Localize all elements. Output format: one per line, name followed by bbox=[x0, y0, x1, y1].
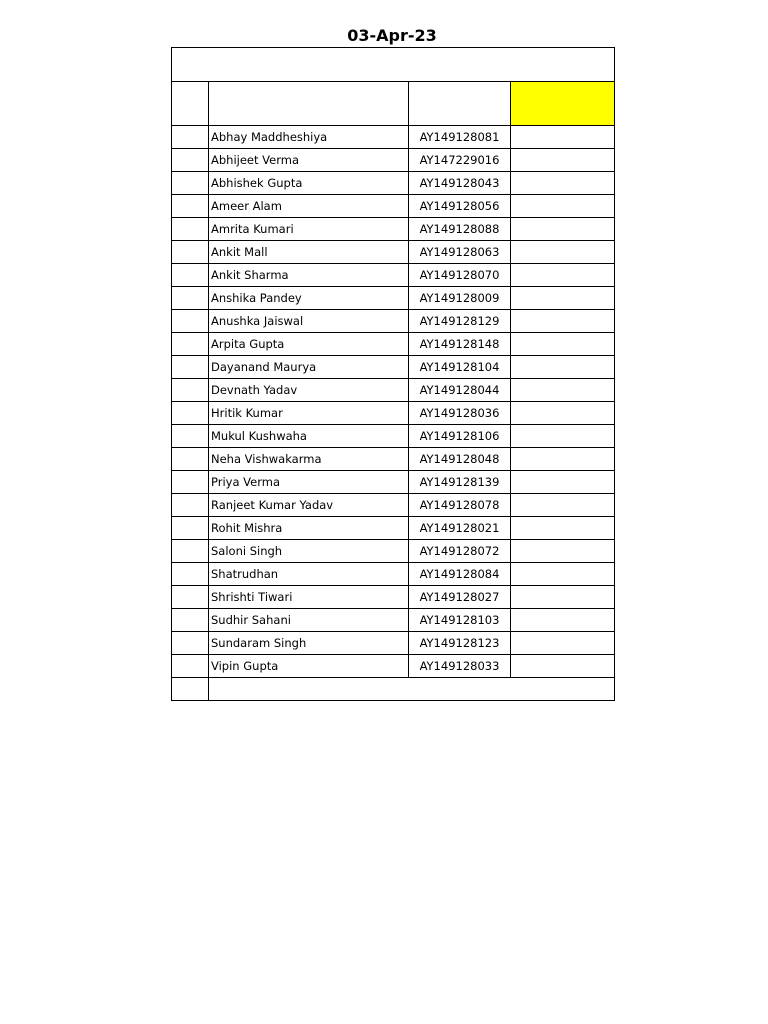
student-name-cell[interactable]: Ranjeet Kumar Yadav bbox=[209, 494, 409, 517]
student-name-cell[interactable]: Ankit Mall bbox=[209, 241, 409, 264]
student-name-cell[interactable]: Ameer Alam bbox=[209, 195, 409, 218]
table-row bbox=[172, 356, 615, 379]
sno-cell[interactable] bbox=[172, 655, 209, 678]
roll-number-cell[interactable]: AY149128123 bbox=[409, 632, 511, 655]
student-name-cell[interactable]: Saloni Singh bbox=[209, 540, 409, 563]
roll-number-cell[interactable]: AY149128056 bbox=[409, 195, 511, 218]
highlighted-header-cell[interactable] bbox=[511, 82, 615, 126]
table-row bbox=[172, 195, 615, 218]
roll-number-cell[interactable]: AY149128021 bbox=[409, 517, 511, 540]
table-row bbox=[172, 310, 615, 333]
table-row bbox=[172, 448, 615, 471]
sno-cell[interactable] bbox=[172, 241, 209, 264]
attendance-cell[interactable] bbox=[511, 264, 615, 287]
attendance-cell[interactable] bbox=[511, 379, 615, 402]
roll-number-cell[interactable]: AY149128103 bbox=[409, 609, 511, 632]
sno-cell[interactable] bbox=[172, 310, 209, 333]
table-row bbox=[172, 586, 615, 609]
table-row bbox=[172, 471, 615, 494]
student-name-cell[interactable]: Shrishti Tiwari bbox=[209, 586, 409, 609]
roll-number-cell[interactable]: AY149128081 bbox=[409, 126, 511, 149]
table-row bbox=[172, 425, 615, 448]
roll-number-cell[interactable]: AY149128084 bbox=[409, 563, 511, 586]
empty-merged-cell[interactable] bbox=[209, 678, 615, 701]
attendance-cell[interactable] bbox=[511, 425, 615, 448]
student-name-cell[interactable]: Neha Vishwakarma bbox=[209, 448, 409, 471]
student-name-cell[interactable]: Dayanand Maurya bbox=[209, 356, 409, 379]
table-row bbox=[172, 241, 615, 264]
page-title: 03-Apr-23 bbox=[347, 26, 437, 45]
roll-number-cell[interactable]: AY149128009 bbox=[409, 287, 511, 310]
table-row bbox=[172, 264, 615, 287]
sno-cell[interactable] bbox=[172, 126, 209, 149]
empty-cell[interactable] bbox=[172, 678, 209, 701]
sno-cell[interactable] bbox=[172, 494, 209, 517]
attendance-cell[interactable] bbox=[511, 517, 615, 540]
roll-number-cell[interactable]: AY149128036 bbox=[409, 402, 511, 425]
sno-cell[interactable] bbox=[172, 356, 209, 379]
table-row bbox=[172, 402, 615, 425]
student-name-cell[interactable]: Rohit Mishra bbox=[209, 517, 409, 540]
sno-cell[interactable] bbox=[172, 448, 209, 471]
roll-number-cell[interactable]: AY149128078 bbox=[409, 494, 511, 517]
attendance-cell[interactable] bbox=[511, 356, 615, 379]
attendance-cell[interactable] bbox=[511, 333, 615, 356]
table-row bbox=[172, 149, 615, 172]
sno-cell[interactable] bbox=[172, 517, 209, 540]
student-name-cell[interactable]: Sundaram Singh bbox=[209, 632, 409, 655]
attendance-cell[interactable] bbox=[511, 586, 615, 609]
sno-cell[interactable] bbox=[172, 563, 209, 586]
attendance-cell[interactable] bbox=[511, 195, 615, 218]
sno-cell[interactable] bbox=[172, 149, 209, 172]
roll-number-cell[interactable]: AY149128104 bbox=[409, 356, 511, 379]
roll-number-cell[interactable]: AY149128063 bbox=[409, 241, 511, 264]
table-row bbox=[172, 287, 615, 310]
roll-number-cell[interactable]: AY149128044 bbox=[409, 379, 511, 402]
attendance-cell[interactable] bbox=[511, 218, 615, 241]
roll-number-cell[interactable]: AY149128148 bbox=[409, 333, 511, 356]
sno-cell[interactable] bbox=[172, 425, 209, 448]
attendance-cell[interactable] bbox=[511, 471, 615, 494]
attendance-table bbox=[171, 47, 615, 701]
attendance-cell[interactable] bbox=[511, 241, 615, 264]
roll-number-cell[interactable]: AY149128129 bbox=[409, 310, 511, 333]
attendance-cell[interactable] bbox=[511, 563, 615, 586]
student-name-cell[interactable]: Sudhir Sahani bbox=[209, 609, 409, 632]
merged-header-cell[interactable] bbox=[172, 48, 615, 82]
roll-number-cell[interactable]: AY149128088 bbox=[409, 218, 511, 241]
table-row bbox=[172, 540, 615, 563]
table-row bbox=[172, 655, 615, 678]
roll-number-cell[interactable]: AY149128048 bbox=[409, 448, 511, 471]
sno-cell[interactable] bbox=[172, 540, 209, 563]
table-header-row bbox=[172, 48, 615, 82]
student-name-cell[interactable]: Anshika Pandey bbox=[209, 287, 409, 310]
sno-cell[interactable] bbox=[172, 218, 209, 241]
student-name-cell[interactable]: Arpita Gupta bbox=[209, 333, 409, 356]
attendance-cell[interactable] bbox=[511, 448, 615, 471]
sno-cell[interactable] bbox=[172, 586, 209, 609]
student-name-cell[interactable]: Priya Verma bbox=[209, 471, 409, 494]
attendance-cell[interactable] bbox=[511, 540, 615, 563]
table-row bbox=[172, 632, 615, 655]
student-name-cell[interactable]: Anushka Jaiswal bbox=[209, 310, 409, 333]
roll-number-cell[interactable]: AY149128106 bbox=[409, 425, 511, 448]
sno-cell[interactable] bbox=[172, 333, 209, 356]
student-name-cell[interactable]: Vipin Gupta bbox=[209, 655, 409, 678]
roll-number-cell[interactable]: AY149128070 bbox=[409, 264, 511, 287]
table-column-header-row bbox=[172, 82, 615, 126]
table-row bbox=[172, 172, 615, 195]
table-row bbox=[172, 379, 615, 402]
sno-cell[interactable] bbox=[172, 172, 209, 195]
student-name-cell[interactable]: Devnath Yadav bbox=[209, 379, 409, 402]
sno-cell[interactable] bbox=[172, 609, 209, 632]
header-cell-name[interactable] bbox=[209, 82, 409, 126]
sno-cell[interactable] bbox=[172, 379, 209, 402]
roll-number-cell[interactable]: AY149128027 bbox=[409, 586, 511, 609]
student-name-cell[interactable]: Abhishek Gupta bbox=[209, 172, 409, 195]
roll-number-cell[interactable]: AY147229016 bbox=[409, 149, 511, 172]
sno-cell[interactable] bbox=[172, 195, 209, 218]
student-name-cell[interactable]: Mukul Kushwaha bbox=[209, 425, 409, 448]
sno-cell[interactable] bbox=[172, 287, 209, 310]
student-name-cell[interactable]: Amrita Kumari bbox=[209, 218, 409, 241]
student-name-cell[interactable]: Abhijeet Verma bbox=[209, 149, 409, 172]
table-row bbox=[172, 563, 615, 586]
header-cell-sno[interactable] bbox=[172, 82, 209, 126]
attendance-cell[interactable] bbox=[511, 655, 615, 678]
attendance-cell[interactable] bbox=[511, 172, 615, 195]
header-cell-roll[interactable] bbox=[409, 82, 511, 126]
sno-cell[interactable] bbox=[172, 402, 209, 425]
attendance-cell[interactable] bbox=[511, 494, 615, 517]
attendance-cell[interactable] bbox=[511, 287, 615, 310]
attendance-cell[interactable] bbox=[511, 609, 615, 632]
attendance-cell[interactable] bbox=[511, 126, 615, 149]
table-row bbox=[172, 494, 615, 517]
table-row bbox=[172, 609, 615, 632]
attendance-cell[interactable] bbox=[511, 310, 615, 333]
attendance-cell[interactable] bbox=[511, 149, 615, 172]
sno-cell[interactable] bbox=[172, 632, 209, 655]
sno-cell[interactable] bbox=[172, 471, 209, 494]
table-row bbox=[172, 126, 615, 149]
roll-number-cell[interactable]: AY149128043 bbox=[409, 172, 511, 195]
sno-cell[interactable] bbox=[172, 264, 209, 287]
roll-number-cell[interactable]: AY149128139 bbox=[409, 471, 511, 494]
student-name-cell[interactable]: Hritik Kumar bbox=[209, 402, 409, 425]
table-row bbox=[172, 333, 615, 356]
roll-number-cell[interactable]: AY149128072 bbox=[409, 540, 511, 563]
table-row bbox=[172, 517, 615, 540]
table-row bbox=[172, 218, 615, 241]
attendance-cell[interactable] bbox=[511, 632, 615, 655]
student-name-cell[interactable]: Shatrudhan bbox=[209, 563, 409, 586]
student-name-cell[interactable]: Abhay Maddheshiya bbox=[209, 126, 409, 149]
table-row-empty bbox=[172, 678, 615, 701]
roll-number-cell[interactable]: AY149128033 bbox=[409, 655, 511, 678]
student-name-cell[interactable]: Ankit Sharma bbox=[209, 264, 409, 287]
attendance-cell[interactable] bbox=[511, 402, 615, 425]
